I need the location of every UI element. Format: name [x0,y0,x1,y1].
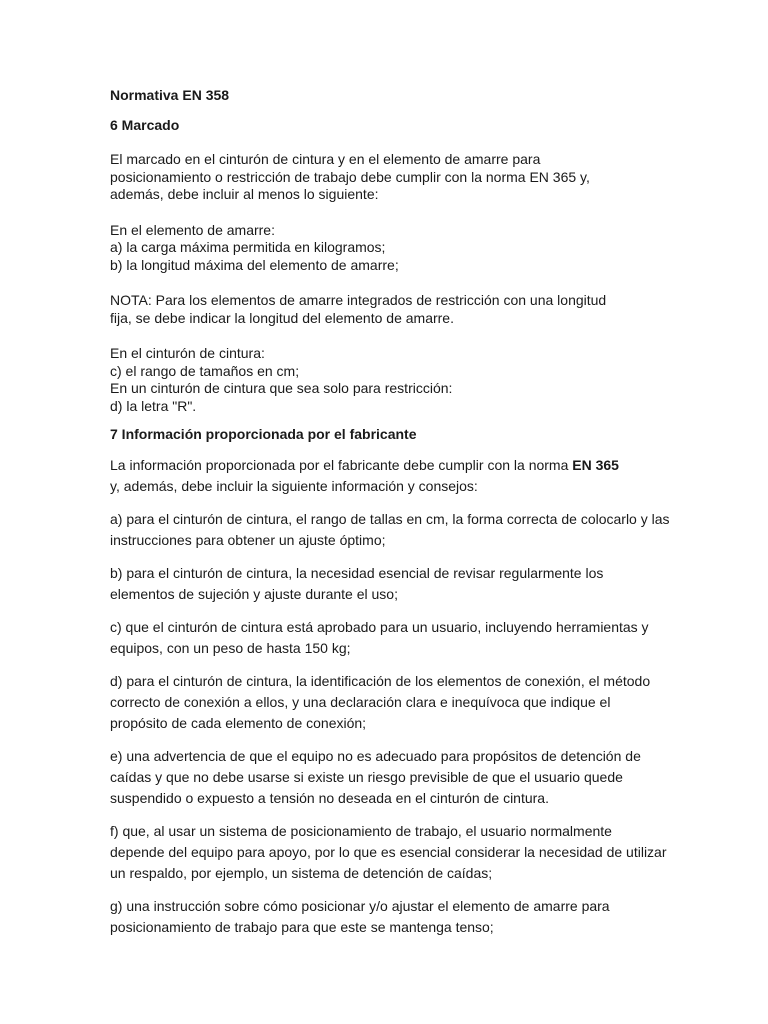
list-item-a [110,509,670,551]
text-line: El marcado en el cinturón de cintura y en el elemento de amarre para [110,151,541,167]
section-6-heading: 6 Marcado [110,117,180,133]
list-item: a) la carga máxima permitida en kilogramos; [110,239,386,255]
text-line: colocarlo y las instrucciones para obtener un ajuste óptimo; [110,511,670,548]
note-paragraph [110,292,670,327]
text-line: quede suspendido o expuesto a tensión no deseada en el cinturón de cintura. [110,769,623,806]
list-item-f [110,821,670,884]
list-item: b) la longitud máxima del elemento de amarre; [110,256,399,273]
section-7-heading: 7 Información proporcionada por el fabricante [110,426,417,442]
text-line: f) que, al usar un sistema de posicionamiento de trabajo, el usuario normalmente [110,823,612,839]
text-line: elementos de sujeción y ajuste durante el uso; [110,586,398,602]
intro-text: y, además, debe incluir la siguiente información y consejos: [110,478,478,494]
text-line: posicionamiento o restricción de trabajo debe cumplir con la norma EN 365 y, [110,168,590,185]
list-item-g [110,896,670,938]
document-title: Normativa EN 358 [110,87,230,103]
text-line: En el elemento de amarre: [110,221,275,238]
list-item-e [110,746,670,809]
text-line: método correcto de conexión a ellos, y una declaración clara e inequívoca que [110,673,651,710]
standard-reference: EN 365 [572,457,619,473]
amarre-marking-list [110,222,670,275]
section-6-intro [110,151,670,204]
text-line: d) para el cinturón de cintura, la identificación de los elementos de conexión, el [110,673,600,689]
list-item-d [110,671,670,734]
text-line: En un cinturón de cintura que sea solo para restricción: [110,380,453,396]
text-line: de caídas y que no debe usarse si existe un riesgo previsible de que el usuario [110,748,641,785]
list-item: d) la letra "R". [110,397,197,414]
list-item: c) el rango de tamaños en cm; [110,362,300,379]
text-line: a) para el cinturón de cintura, el rango de tallas en cm, la forma correcta de [110,511,577,527]
text-line: g) una instrucción sobre cómo posicionar y/o ajustar el elemento de amarre para [110,898,610,914]
text-line: c) que el cinturón de cintura está aprobado para un usuario, incluyendo [110,619,553,635]
text-line: depende del equipo para apoyo, por lo que es esencial considerar la necesidad de [110,844,623,860]
text-line: b) para el cinturón de cintura, la necesidad esencial de revisar regularmente los [110,565,604,581]
section-7-intro [110,455,670,497]
intro-text: La información proporcionada por el fabricante debe cumplir con la norma [110,457,573,473]
text-line: fija, se debe indicar la longitud del elemento de amarre. [110,309,454,326]
text-line: posicionamiento de trabajo para que este se mantenga tenso; [110,919,494,935]
list-item-c [110,617,670,659]
text-line: e) una advertencia de que el equipo no es adecuado para propósitos de detención [110,748,622,764]
text-line: utilizar un respaldo, por ejemplo, un sistema de detención de caídas; [110,844,667,881]
text-line: indique el propósito de cada elemento de conexión; [110,694,611,731]
text-line: además, debe incluir al menos lo siguiente: [110,186,379,202]
cinturon-marking-list [110,345,670,415]
text-line: herramientas y equipos, con un peso de hasta 150 kg; [110,619,649,656]
text-line: NOTA: Para los elementos de amarre integrados de restricción con una longitud [110,292,607,308]
text-line: En el cinturón de cintura: [110,345,265,361]
list-item-b [110,563,670,605]
document-page [110,86,670,950]
